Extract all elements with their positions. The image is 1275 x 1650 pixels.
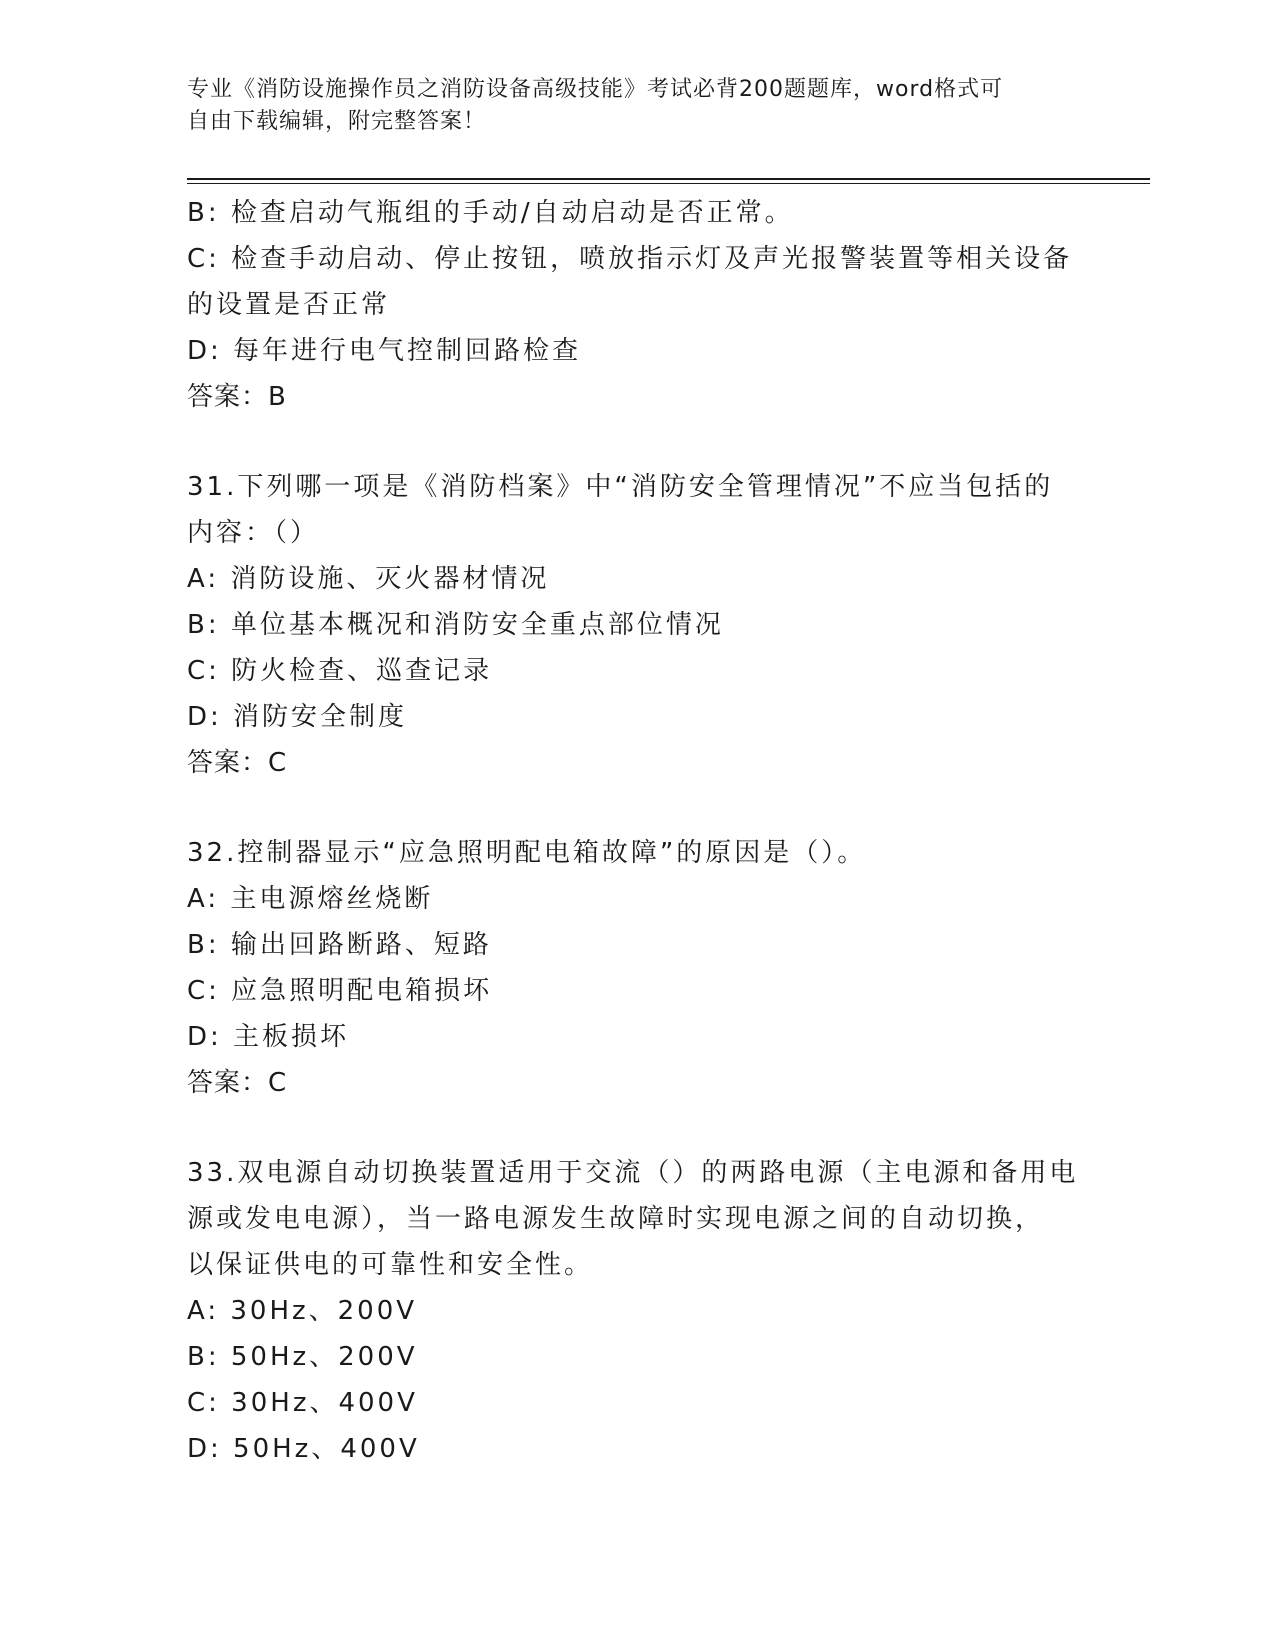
header-line-2: 自由下载编辑，附完整答案！: [187, 109, 487, 134]
document-body: [187, 190, 1087, 1472]
header-divider-thick: [187, 178, 1150, 180]
option-c-line-1: C: 检查手动启动、停止按钮，喷放指示灯及声光报警装置等相关设备: [187, 244, 1073, 274]
option-d: D: 每年进行电气控制回路检查: [187, 336, 582, 366]
option-b: B: 检查启动气瓶组的手动/自动启动是否正常。: [187, 198, 794, 228]
question-33: [187, 1150, 1087, 1472]
header-divider-thin: [187, 183, 1150, 184]
option-a: A: 主电源熔丝烧断: [187, 884, 434, 914]
header-line-1: 专业《消防设施操作员之消防设备高级技能》考试必背200题题库，word格式可: [187, 77, 1004, 102]
option-b: B: 输出回路断路、短路: [187, 930, 492, 960]
option-b: B: 单位基本概况和消防安全重点部位情况: [187, 610, 724, 640]
question-30-tail: [187, 190, 1087, 420]
option-c: C: 30Hz、400V: [187, 1388, 418, 1418]
answer: 答案：C: [187, 748, 288, 778]
question-text-line-2: 内容：（）: [187, 518, 320, 548]
option-d: D: 主板损坏: [187, 1022, 350, 1052]
document-header: [187, 74, 1087, 138]
question-text-line-3: 以保证供电的可靠性和安全性。: [187, 1250, 594, 1280]
option-c-line-2: 的设置是否正常: [187, 290, 391, 320]
answer: 答案：C: [187, 1068, 288, 1098]
question-text-line-2: 源或发电电源），当一路电源发生故障时实现电源之间的自动切换，: [187, 1204, 1045, 1234]
option-c: C: 应急照明配电箱损坏: [187, 976, 493, 1006]
answer: 答案：B: [187, 382, 287, 412]
option-d: D: 50Hz、400V: [187, 1434, 420, 1464]
question-text-line-1: 33.双电源自动切换装置适用于交流（）的两路电源（主电源和备用电: [187, 1158, 1079, 1188]
question-32: [187, 830, 1087, 1106]
option-d: D: 消防安全制度: [187, 702, 408, 732]
option-a: A: 30Hz、200V: [187, 1296, 418, 1326]
question-text-line-1: 32.控制器显示“应急照明配电箱故障”的原因是（）。: [187, 838, 867, 868]
option-b: B: 50Hz、200V: [187, 1342, 418, 1372]
question-31: [187, 464, 1087, 786]
option-a: A: 消防设施、灭火器材情况: [187, 564, 550, 594]
question-text-line-1: 31.下列哪一项是《消防档案》中“消防安全管理情况”不应当包括的: [187, 472, 1054, 502]
option-c: C: 防火检查、巡查记录: [187, 656, 493, 686]
